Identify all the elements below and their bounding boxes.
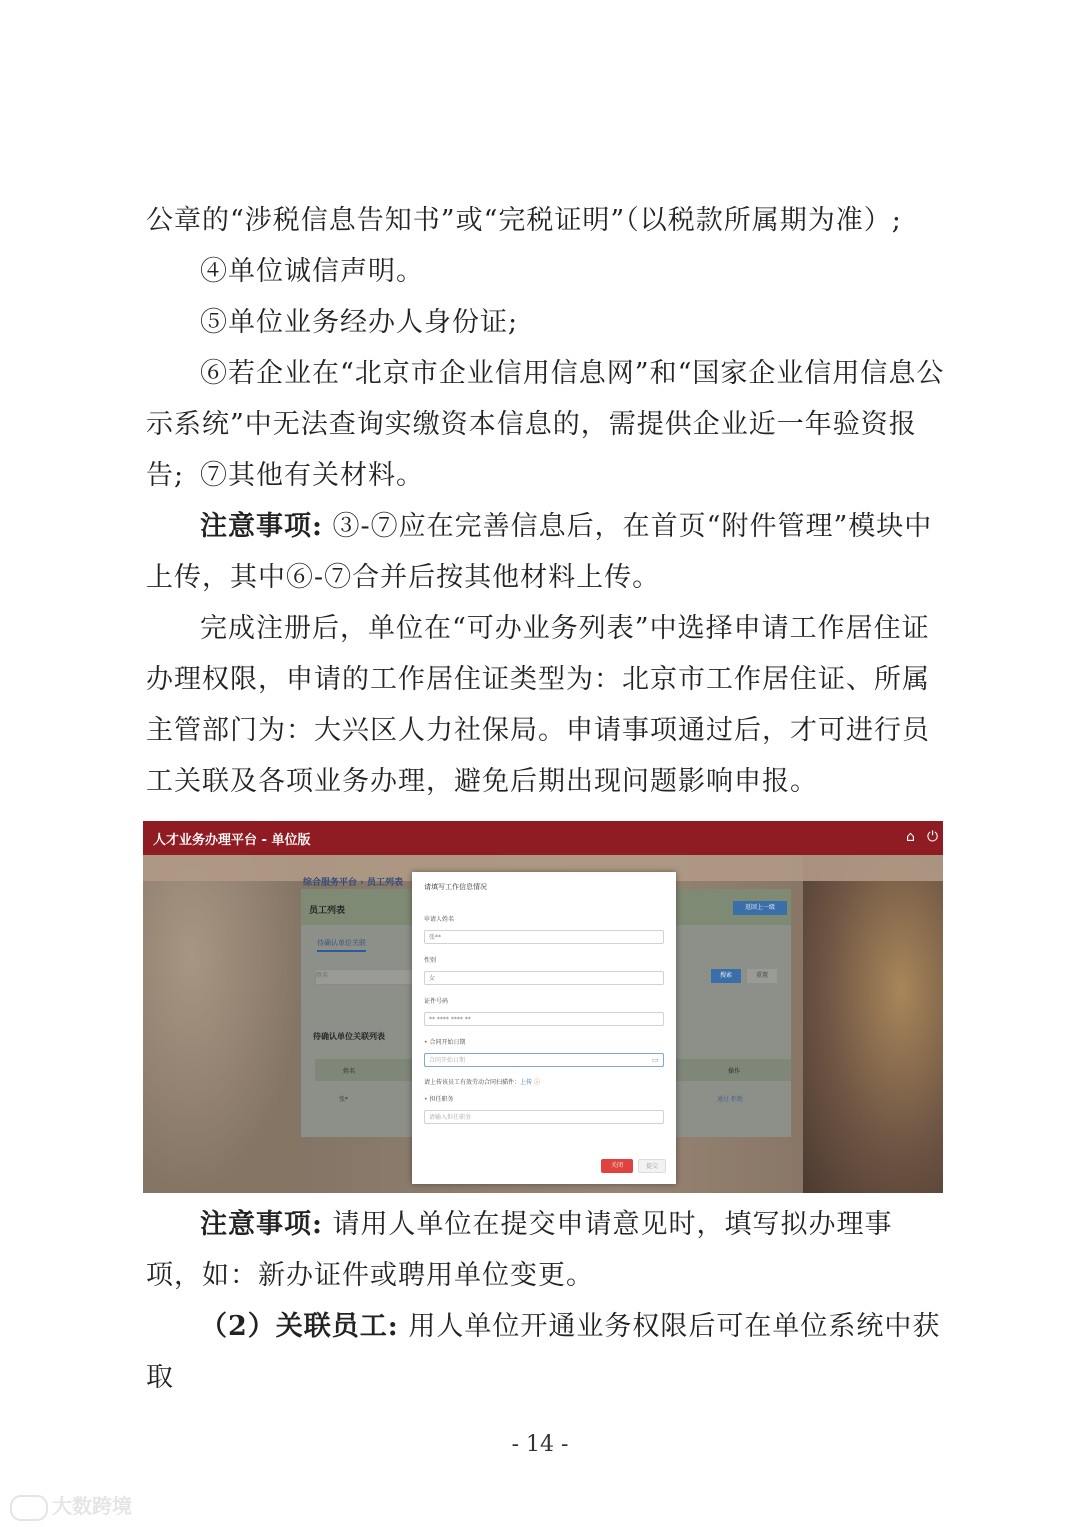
note-application [146,1199,946,1301]
background-architecture [803,855,943,1193]
watermark [10,1490,132,1521]
id-label: 证件号码 [424,998,449,1005]
breadcrumb[interactable]: 综合服务平台 › 员工列表 [303,878,403,888]
note-text: ③-⑦应在完善信息后，在首页“附件管理”模块中上传，其中⑥-⑦合并后按其他材料上传。 [146,511,933,593]
upload-note-text: 请上传该员工有效劳动合同扫描件： [424,1079,521,1086]
note2-text: 请用人单位在提交申请意见时，填写拟办理事项，如：新办证件或聘用单位变更。 [146,1209,893,1291]
platform-screenshot [143,821,943,1193]
note-label: 注意事项: [200,511,323,542]
close-button[interactable]: 关闭 [601,1159,633,1173]
column-ops: 操作 [728,1068,741,1075]
gender-field[interactable]: 女 [424,971,664,985]
upload-note [424,1077,540,1086]
search-button[interactable]: 搜索 [711,969,741,983]
section-text: 用人单位开通业务权限后可在单位系统中获取 [146,1311,941,1393]
work-info-modal [412,872,676,1184]
contract-label-text: 合同开始日期 [429,1039,466,1046]
name-field[interactable]: 张** [424,930,664,944]
app-title: 人才业务办理平台 - 单位版 [153,833,311,848]
position-label-text: 担任职务 [429,1096,454,1103]
paragraph-registration: 完成注册后，单位在“可办业务列表”中选择申请工作居住证办理权限，申请的工作居住证类型为：北京市工作居住证、所属主管部门为：大兴区人力社保局。申请事项通过后，才可进行员工关联及各项业务办理，避免后期出现问题影响申报。 [146,613,930,797]
item-other-materials: ⑦其他有关材料。 [200,460,424,491]
column-name: 姓名 [343,1068,356,1075]
note2-label: 注意事项: [200,1209,323,1240]
page-number: - 14 - [511,1432,569,1457]
tab-pending[interactable]: 待确认单位关联 [317,938,366,952]
back-button[interactable]: 返回上一级 [733,901,787,915]
gender-label: 性别 [424,957,437,964]
modal-title: 请填写工作信息情况 [424,883,487,891]
list-title: 待确认单位关联列表 [313,1032,385,1041]
contract-date-field[interactable]: 合同开始日期 [424,1053,664,1067]
name-label: 申请人姓名 [424,916,455,923]
paragraph-tax-certificate: 公章的“涉税信息告知书”或“完税证明”（以税款所属期为准）; [146,205,902,236]
warning-icon: ⓘ [533,1079,540,1086]
row-name: 张* [339,1096,349,1103]
item-integrity-statement: ④单位诚信声明。 [200,256,424,287]
page-title: 员工列表 [309,906,346,916]
note-upload [146,501,946,603]
background-glow [143,855,303,1193]
calendar-icon[interactable]: ▭ [652,1056,659,1064]
watermark-logo-icon [10,1495,48,1521]
item-capital-verification: ⑥若企业在“北京市企业信用信息网”和“国家企业信用信息公示系统”中无法查询实缴资本信息的，需提供企业近一年验资报告; [146,358,945,491]
submit-button[interactable]: 提交 [638,1159,666,1173]
contract-label: • 合同开始日期 [424,1039,466,1046]
search-input[interactable]: 姓名 [315,969,417,985]
home-icon[interactable]: ⌂ [906,829,915,845]
position-label: • 担任职务 [424,1096,454,1103]
watermark-text: 大数跨境 [52,1494,132,1518]
id-field[interactable]: ** **** **** ** [424,1012,664,1026]
power-icon[interactable]: ⏻ [927,829,939,845]
item-id-card: ⑤单位业务经办人身份证; [200,307,519,338]
row-actions[interactable]: 通过 拒绝 [717,1096,743,1103]
reset-button[interactable]: 重置 [747,969,777,983]
paragraph-link-employee [146,1301,946,1403]
app-titlebar [143,821,943,855]
position-field[interactable]: 请输入担任职务 [424,1110,664,1124]
upload-link[interactable]: 上传 [520,1079,533,1086]
section-label: （2）关联员工: [200,1311,399,1342]
